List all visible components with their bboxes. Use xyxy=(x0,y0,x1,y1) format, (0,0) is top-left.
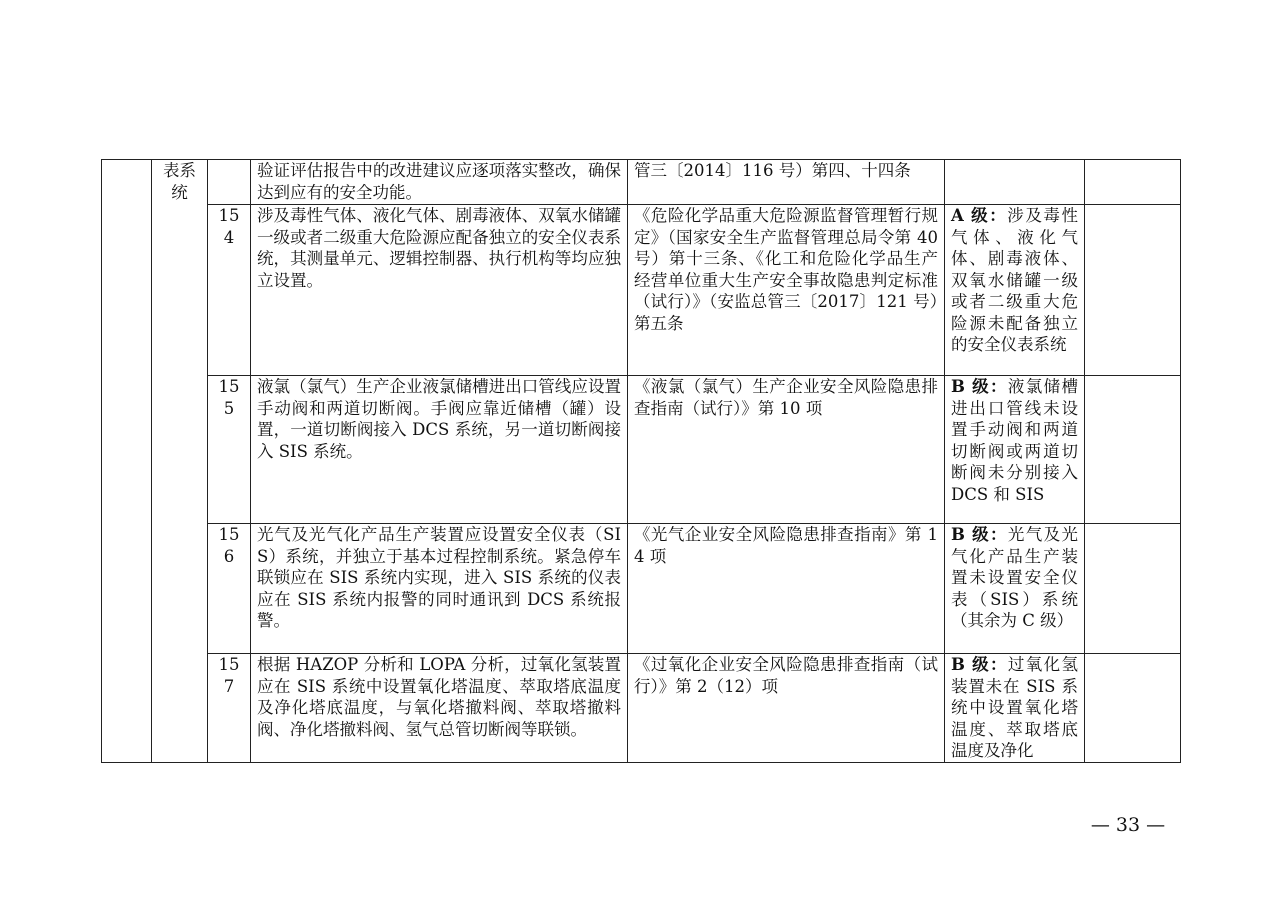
category-cell xyxy=(152,160,208,763)
requirement-text: 验证评估报告中的改进建议应逐项落实整改，确保达到应有的安全功能。 xyxy=(257,161,621,202)
grade-level: B 级： xyxy=(951,377,1008,396)
item-number: 157 xyxy=(218,655,240,696)
grade-cell xyxy=(945,205,1085,376)
requirement-text: 根据 HAZOP 分析和 LOPA 分析，过氧化氢装置应在 SIS 系统中设置氧化塔温度、萃取塔底温度及净化塔底温度，与氧化塔撤料阀、萃取塔撤料阀、净化塔撤料阀、氢气总管切断阀等联锁。 xyxy=(257,655,621,739)
item-number-cell xyxy=(208,524,251,654)
grade-level: A 级： xyxy=(951,206,1008,225)
table-row xyxy=(102,376,1181,524)
requirement-text: 液氯（氯气）生产企业液氯储槽进出口管线应设置手动阀和两道切断阀。手阀应靠近储槽（罐）设置，一道切断阀接入 DCS 系统，另一道切断阀接入 SIS 系统。 xyxy=(257,377,621,461)
remarks-cell xyxy=(1085,524,1181,654)
grade-text: 液氯储槽进出口管线未设置手动阀和两道切断阀或两道切断阀未分别接入 DCS 和 SIS xyxy=(951,377,1078,504)
basis-text: 《危险化学品重大危险源监督管理暂行规定》（国家安全生产监督管理总局令第 40 号）第十三条、《化工和危险化学品生产经营单位重大生产安全事故隐患判定标准（试行）》（安监总管三〔2017〕121 号）第五条 xyxy=(634,206,938,333)
grade-cell xyxy=(945,524,1085,654)
item-number: 154 xyxy=(218,206,240,247)
requirement-text: 光气及光气化产品生产装置应设置安全仪表（SIS）系统，并独立于基本过程控制系统。紧急停车联锁应在 SIS 系统内实现，进入 SIS 系统的仪表应在 SIS 系统内报警的同时通讯到 DCS 系统报警。 xyxy=(257,525,621,630)
remarks-cell xyxy=(1085,205,1181,376)
table-row xyxy=(102,654,1181,763)
basis-cell xyxy=(628,160,945,205)
grade-cell xyxy=(945,160,1085,205)
requirement-cell xyxy=(251,524,628,654)
basis-cell xyxy=(628,524,945,654)
item-number-cell xyxy=(208,376,251,524)
item-number-cell xyxy=(208,654,251,763)
grade-level: B 级： xyxy=(951,655,1008,674)
basis-text: 《过氧化企业安全风险隐患排查指南（试行）》第 2（12）项 xyxy=(634,655,938,696)
basis-text: 《光气企业安全风险隐患排查指南》第 14 项 xyxy=(634,525,938,566)
requirement-cell xyxy=(251,205,628,376)
item-number-cell xyxy=(208,205,251,376)
outer-category-cell xyxy=(102,160,152,763)
grade-text: 涉及毒性气体、液化气体、剧毒液体、双氧水储罐一级或者二级重大危险源未配备独立的安全仪表系统 xyxy=(951,206,1079,354)
item-number: 156 xyxy=(218,525,240,566)
table-row xyxy=(102,524,1181,654)
page-number: — 33 — xyxy=(1090,814,1166,836)
grade-text: 光气及光气化产品生产装置未设置安全仪表（SIS）系统（其余为 C 级） xyxy=(951,525,1078,630)
grade-text: 过氧化氢装置未在 SIS 系统中设置氧化塔温度、萃取塔底温度及净化 xyxy=(951,655,1078,760)
requirement-text: 涉及毒性气体、液化气体、剧毒液体、双氧水储罐一级或者二级重大危险源应配备独立的安全仪表系统，其测量单元、逻辑控制器、执行机构等均应独立设置。 xyxy=(257,206,621,290)
inspection-table xyxy=(101,159,1181,763)
remarks-cell xyxy=(1085,160,1181,205)
basis-cell xyxy=(628,654,945,763)
remarks-cell xyxy=(1085,654,1181,763)
grade-level: B 级： xyxy=(951,525,1008,544)
grade-cell xyxy=(945,376,1085,524)
requirement-cell xyxy=(251,376,628,524)
basis-text: 管三〔2014〕116 号）第四、十四条 xyxy=(634,161,911,180)
grade-cell xyxy=(945,654,1085,763)
remarks-cell xyxy=(1085,376,1181,524)
item-number-cell xyxy=(208,160,251,205)
category-label: 表系统 xyxy=(163,161,196,202)
requirement-cell xyxy=(251,654,628,763)
basis-cell xyxy=(628,376,945,524)
table-row-continued xyxy=(102,160,1181,205)
table-row xyxy=(102,205,1181,376)
item-number: 155 xyxy=(218,377,240,418)
basis-cell xyxy=(628,205,945,376)
requirement-cell xyxy=(251,160,628,205)
basis-text: 《液氯（氯气）生产企业安全风险隐患排查指南（试行）》第 10 项 xyxy=(634,377,938,418)
